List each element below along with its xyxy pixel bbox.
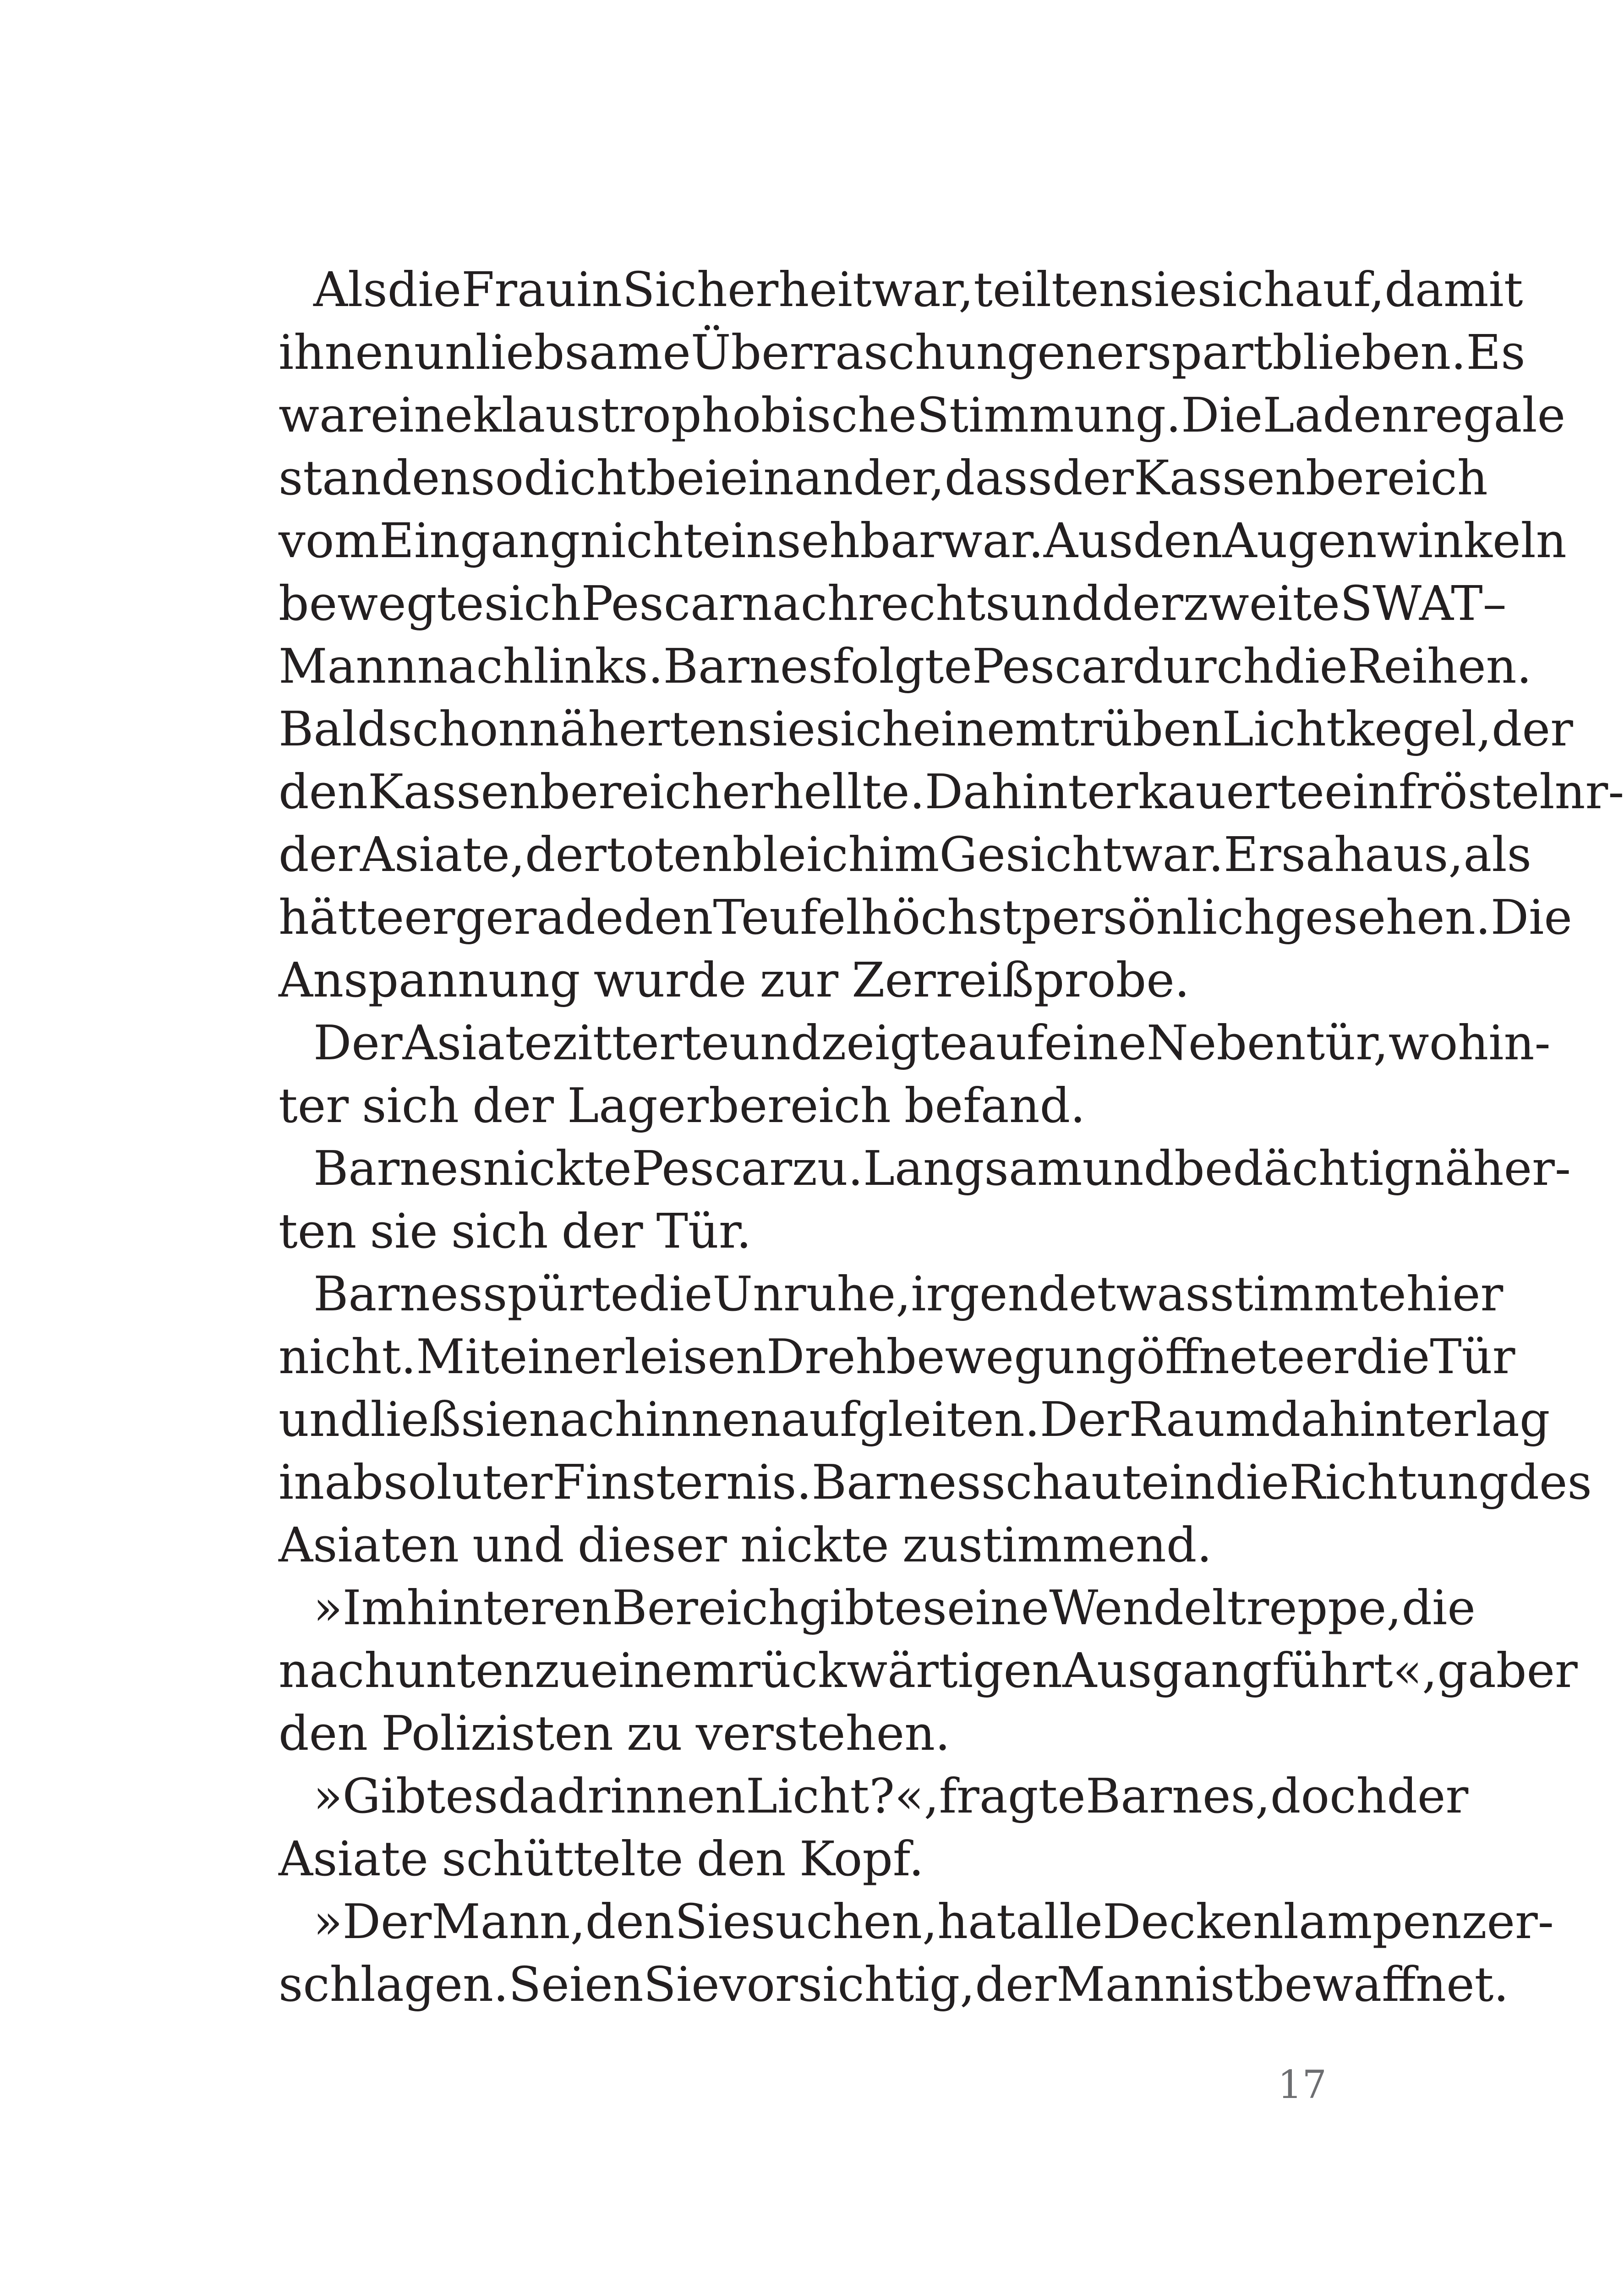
text-line: war eine klaustrophobische Stimmung. Die Ladenregale — [279, 387, 1566, 443]
text-line: ihnen unliebsame Überraschungen erspart blieben. Es — [279, 324, 1526, 380]
text-line: »Der Mann, den Sie suchen, hat alle Deckenlampen zer- — [313, 1894, 1554, 1950]
paragraph — [279, 1137, 1571, 1263]
text-line: ter sich der Lagerbereich befand. — [279, 1078, 1086, 1134]
text-line: Asiate schüttelte den Kopf. — [279, 1831, 924, 1887]
text-line: Barnes spürte die Unruhe, irgendetwas stimmte hier — [313, 1266, 1504, 1322]
text-line: den Kassenbereich erhellte. Dahinter kauerte ein fröstelnr- — [279, 764, 1624, 820]
text-line: Als die Frau in Sicherheit war, teilten sie sich auf, damit — [313, 262, 1523, 318]
text-line: »Im hinteren Bereich gibt es eine Wendeltreppe, die — [313, 1580, 1476, 1636]
text-line: bewegte sich Pescar nach rechts und der zweite SWAT– — [279, 575, 1507, 631]
paragraph — [279, 1012, 1551, 1137]
paragraph — [279, 1577, 1578, 1765]
text-line: ten sie sich der Tür. — [279, 1203, 752, 1259]
paragraph — [279, 1263, 1592, 1577]
text-line: Asiaten und dieser nickte zustimmend. — [279, 1517, 1212, 1573]
text-line: Bald schon näherten sie sich einem trüben Lichtkegel, der — [279, 701, 1573, 757]
page-number: 17 — [1278, 2062, 1327, 2107]
paragraph — [279, 258, 1624, 1012]
text-line: Der Asiate zitterte und zeigte auf eine Nebentür, wohin- — [313, 1015, 1551, 1071]
body-text — [279, 258, 1624, 2016]
text-line: nach unten zu einem rückwärtigen Ausgang führt«, gab er — [279, 1643, 1578, 1698]
text-line: in absoluter Finsternis. Barnes schaute in die Richtung des — [279, 1454, 1592, 1510]
text-line: der Asiate, der totenbleich im Gesicht war. Er sah aus, als — [279, 827, 1532, 882]
text-line: »Gibt es da drinnen Licht?«, fragte Barnes, doch der — [313, 1768, 1469, 1824]
text-line: Barnes nickte Pescar zu. Langsam und bedächtig näher- — [313, 1140, 1571, 1196]
text-line: hätte er gerade den Teufel höchstpersönlich gesehen. Die — [279, 889, 1572, 945]
text-line: Mann nach links. Barnes folgte Pescar durch die Reihen. — [279, 638, 1532, 694]
text-line: den Polizisten zu verstehen. — [279, 1705, 951, 1761]
text-line: schlagen. Seien Sie vorsichtig, der Mann ist bewaffnet. — [279, 1956, 1509, 2012]
text-line: nicht. Mit einer leisen Drehbewegung öffnete er die Tür — [279, 1329, 1515, 1385]
paragraph — [279, 1890, 1554, 2016]
text-line: standen so dicht beieinander, dass der Kassenbereich — [279, 450, 1488, 506]
paragraph — [279, 1765, 1469, 1890]
text-line: Anspannung wurde zur Zerreißprobe. — [279, 952, 1190, 1008]
text-line: und ließ sie nach innen aufgleiten. Der Raum dahinter lag — [279, 1391, 1550, 1447]
text-line: vom Eingang nicht einsehbar war. Aus den Augenwinkeln — [279, 513, 1567, 569]
